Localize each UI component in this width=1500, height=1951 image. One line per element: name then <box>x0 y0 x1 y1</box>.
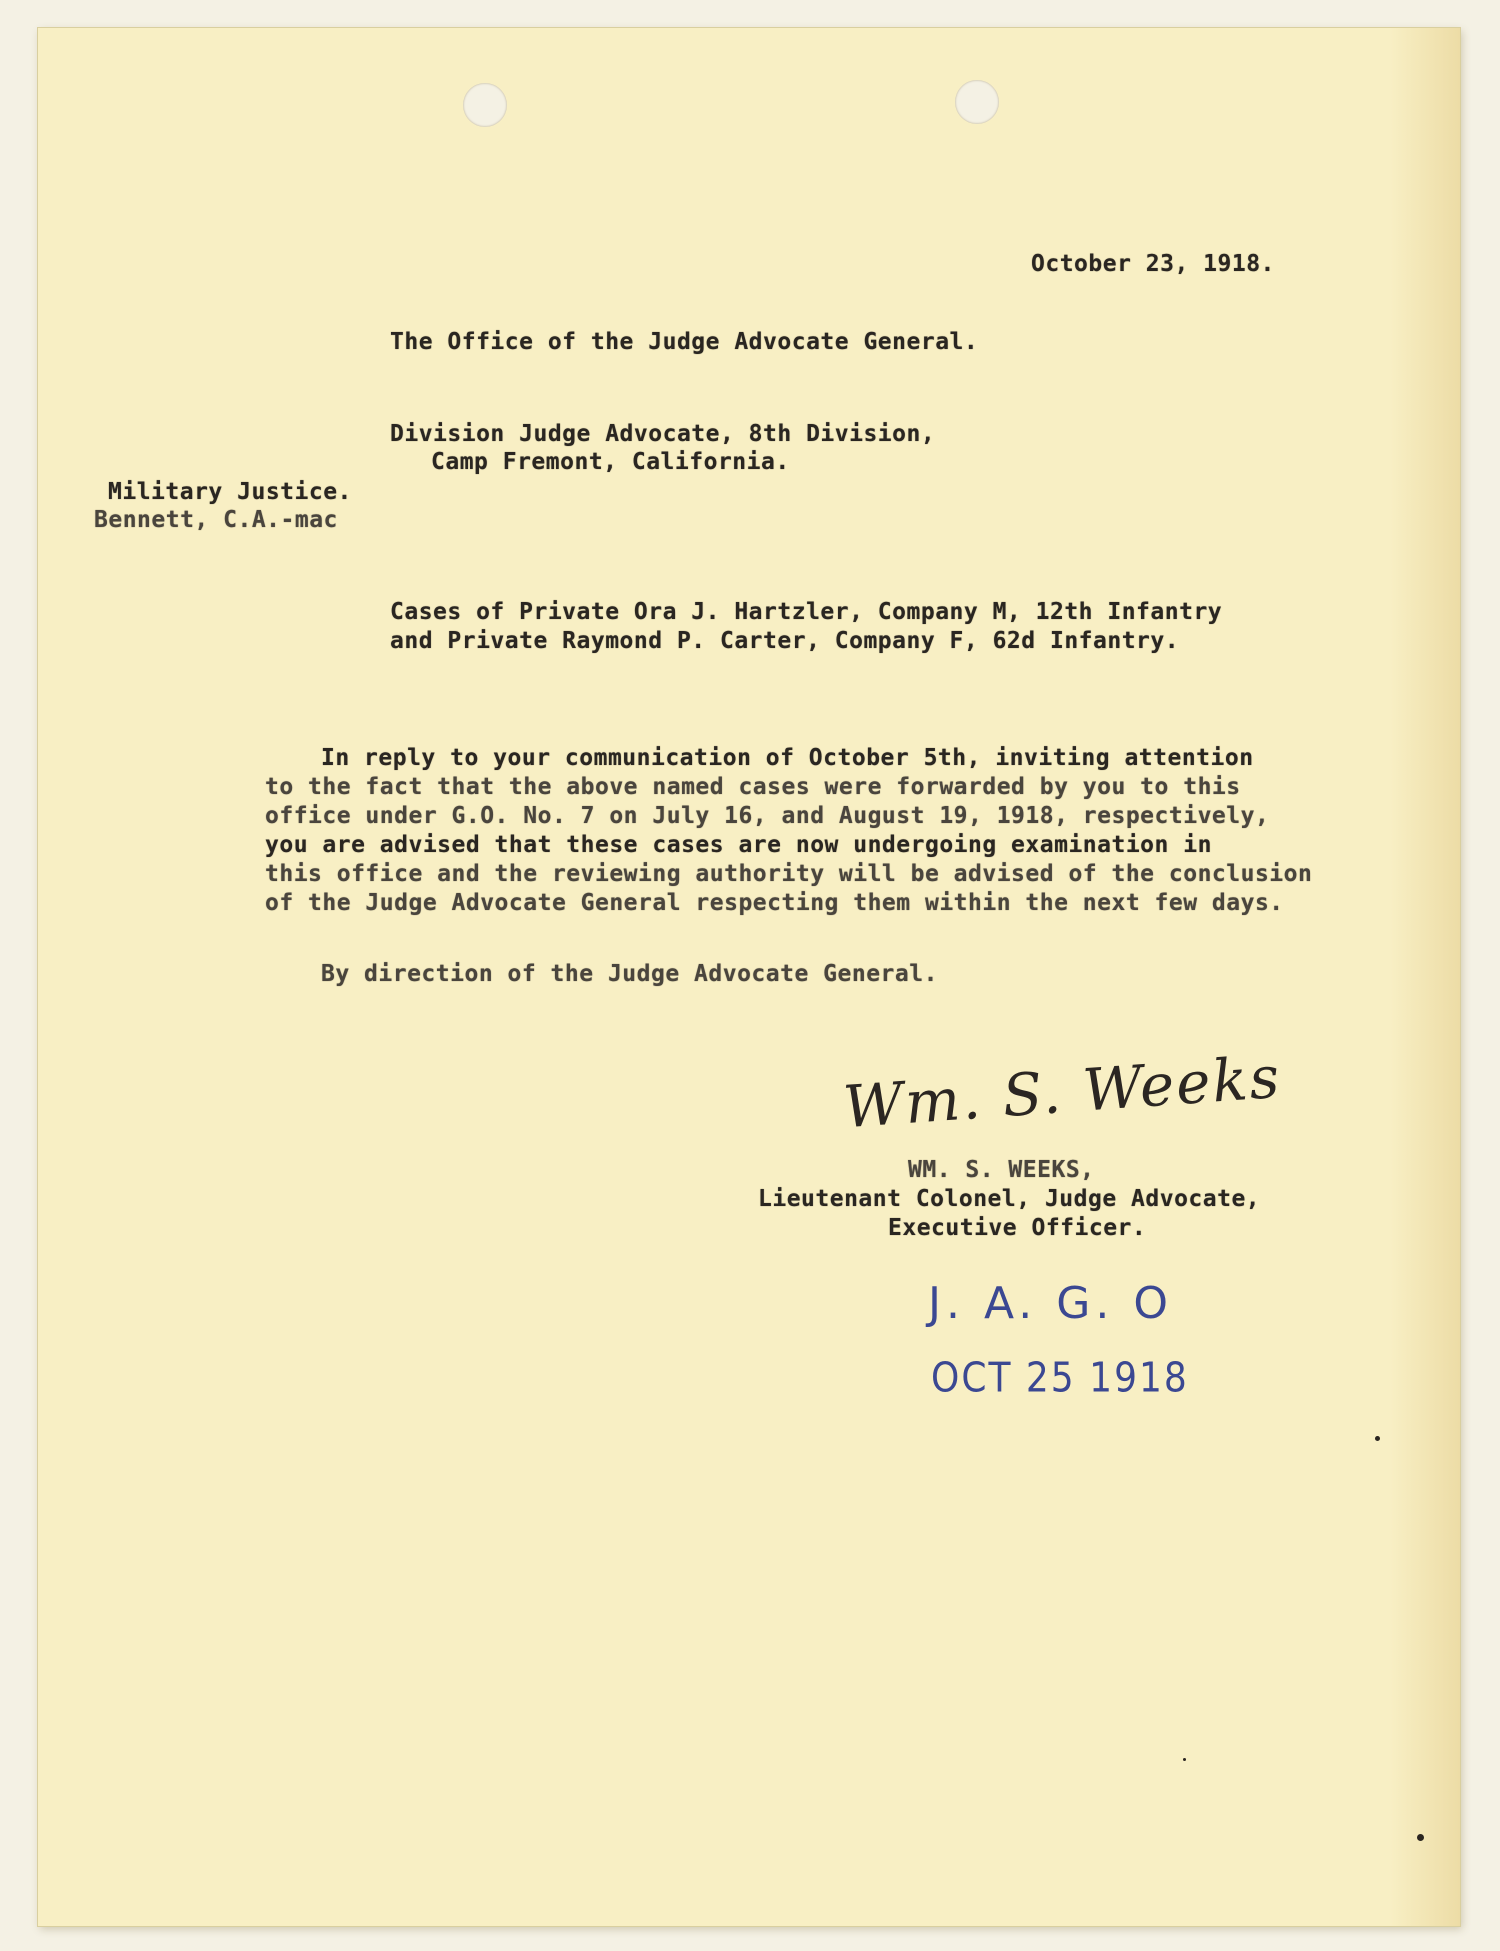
letter-to-line1: Division Judge Advocate, 8th Division, <box>390 421 936 447</box>
body-line: you are advised that these cases are now undergoing examination in <box>265 832 1212 858</box>
signer-title-line1: Lieutenant Colonel, Judge Advocate, <box>758 1186 1261 1212</box>
body-line: office under G.O. No. 7 on July 16, and August 19, 1918, respectively, <box>265 803 1270 829</box>
punch-hole-right <box>955 80 999 124</box>
closing-line: By direction of the Judge Advocate General. <box>321 961 938 987</box>
punch-hole-left <box>463 83 507 127</box>
letter-from: The Office of the Judge Advocate General. <box>390 329 979 355</box>
subject-line2: and Private Raymond P. Carter, Company F, 62d Infantry. <box>390 628 1180 654</box>
paper-speck <box>1417 1834 1424 1841</box>
document-page <box>38 28 1460 1926</box>
file-reference-line2: Bennett, C.A.-mac <box>94 507 338 533</box>
paper-speck <box>1183 1758 1186 1761</box>
jago-stamp-office: J. A. G. O <box>928 1278 1173 1329</box>
signer-name: WM. S. WEEKS, <box>908 1157 1095 1183</box>
letter-date: October 23, 1918. <box>1031 251 1275 277</box>
body-line: In reply to your communication of October 5th, inviting attention <box>321 745 1254 771</box>
body-line: this office and the reviewing authority will be advised of the conclusion <box>265 861 1313 887</box>
body-line: of the Judge Advocate General respecting them within the next few days. <box>265 890 1284 916</box>
letter-to-line2: Camp Fremont, California. <box>431 449 790 475</box>
file-reference-line1: Military Justice. <box>108 479 352 505</box>
subject-line1: Cases of Private Ora J. Hartzler, Company M, 12th Infantry <box>390 599 1223 625</box>
jago-stamp-date: OCT 25 1918 <box>931 1354 1189 1403</box>
paper-speck <box>1375 1436 1380 1441</box>
handwritten-signature: Wm. S. Weeks <box>841 1042 1284 1142</box>
body-line: to the fact that the above named cases were forwarded by you to this <box>265 774 1241 800</box>
signer-title-line2: Executive Officer. <box>888 1215 1147 1241</box>
